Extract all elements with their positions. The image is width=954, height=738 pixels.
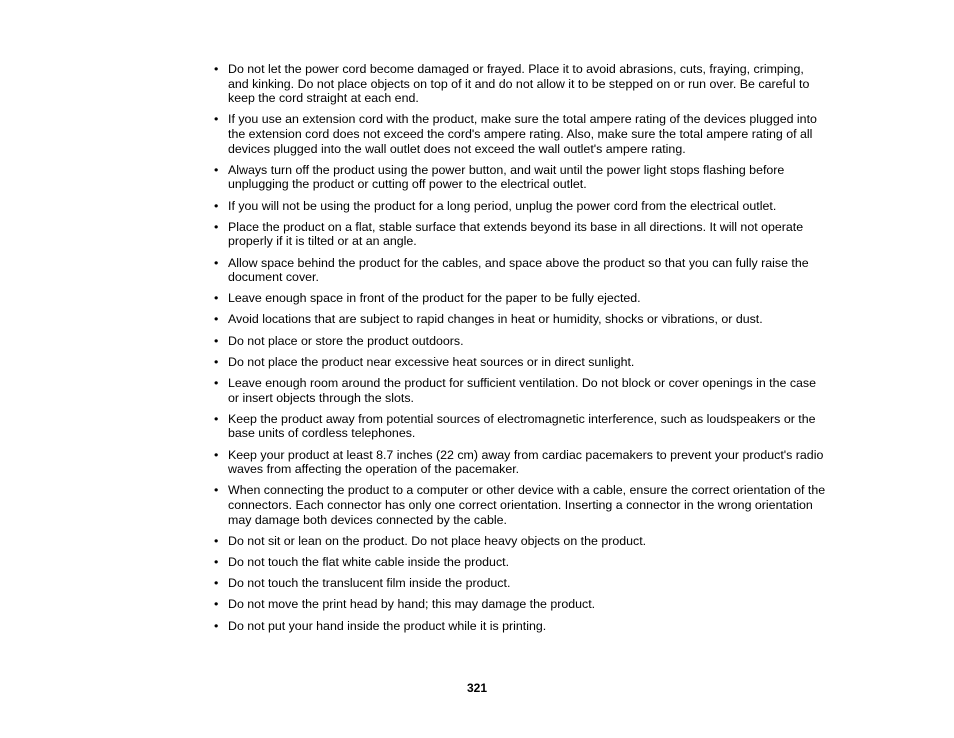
list-item bbox=[214, 412, 826, 441]
list-item-text: Keep the product away from potential sources of electromagnetic interference, such as loudspeakers or the base units of cordless telephones. bbox=[228, 411, 816, 441]
bullet-glyph: • bbox=[214, 198, 219, 213]
list-item bbox=[214, 291, 826, 306]
list-item bbox=[214, 220, 826, 249]
bullet-glyph: • bbox=[214, 447, 219, 462]
safety-instructions bbox=[214, 62, 826, 640]
list-item bbox=[214, 312, 826, 327]
list-item bbox=[214, 534, 826, 549]
bullet-glyph: • bbox=[214, 597, 219, 612]
list-item bbox=[214, 576, 826, 591]
list-item-text: Allow space behind the product for the cables, and space above the product so that you can fully raise the document cover. bbox=[228, 255, 809, 285]
bullet-glyph: • bbox=[214, 112, 219, 127]
list-item-text: When connecting the product to a computer or other device with a cable, ensure the correct orientation of the connectors. Each connector has only one correct orientation. Inserting a connector in the wrong orientation may damage both devices connected by the cable. bbox=[228, 483, 826, 527]
list-item-text: Do not place the product near excessive heat sources or in direct sunlight. bbox=[228, 354, 635, 369]
list-item bbox=[214, 62, 826, 106]
list-item bbox=[214, 199, 826, 214]
list-item bbox=[214, 112, 826, 156]
list-item bbox=[214, 448, 826, 477]
bullet-glyph: • bbox=[214, 291, 219, 306]
bullet-glyph: • bbox=[214, 618, 219, 633]
bullet-glyph: • bbox=[214, 354, 219, 369]
bullet-glyph: • bbox=[214, 533, 219, 548]
list-item-text: Keep your product at least 8.7 inches (22 cm) away from cardiac pacemakers to prevent your product's radio waves from affecting the operation of the pacemaker. bbox=[228, 447, 824, 477]
list-item-text: Avoid locations that are subject to rapid changes in heat or humidity, shocks or vibrations, or dust. bbox=[228, 312, 763, 327]
bullet-glyph: • bbox=[214, 312, 219, 327]
list-item-text: Leave enough room around the product for sufficient ventilation. Do not block or cover openings in the case or insert objects through the slots. bbox=[228, 376, 817, 405]
list-item bbox=[214, 334, 826, 349]
list-item bbox=[214, 619, 826, 634]
bullet-glyph: • bbox=[214, 376, 219, 391]
list-item-text: If you use an extension cord with the product, make sure the total ampere rating of the devices plugged into the extension cord does not exceed the cord's ampere rating. Also, make sure the total ampere rating of all devices plugged into the wall outlet does not exceed the wall outlet's ampere rating. bbox=[228, 112, 817, 156]
list-item bbox=[214, 483, 826, 527]
list-item-text: Do not move the print head by hand; this may damage the product. bbox=[228, 597, 596, 612]
bullet-glyph: • bbox=[214, 333, 219, 348]
list-item-text: Place the product on a flat, stable surface that extends beyond its base in all directions. It will not operate properly if it is tilted or at an angle. bbox=[228, 219, 804, 249]
list-item bbox=[214, 555, 826, 570]
bullet-glyph: • bbox=[214, 62, 219, 76]
list-item-text: Do not touch the flat white cable inside the product. bbox=[228, 554, 510, 569]
bullet-glyph: • bbox=[214, 255, 219, 270]
list-item-text: Do not put your hand inside the product while it is printing. bbox=[228, 618, 547, 633]
bullet-glyph: • bbox=[214, 219, 219, 234]
list-item-text: Do not place or store the product outdoors. bbox=[228, 333, 464, 348]
list-item bbox=[214, 256, 826, 285]
bullet-glyph: • bbox=[214, 576, 219, 591]
list-item bbox=[214, 163, 826, 192]
bullet-glyph: • bbox=[214, 411, 219, 426]
list-item-text: Leave enough space in front of the product for the paper to be fully ejected. bbox=[228, 291, 641, 306]
list-item-text: Always turn off the product using the power button, and wait until the power light stops flashing before unplugging the product or cutting off power to the electrical outlet. bbox=[228, 162, 785, 192]
list-item-text: Do not let the power cord become damaged or frayed. Place it to avoid abrasions, cuts, fraying, crimping, and kinking. Do not place objects on top of it and do not allow it to be stepped on or run over. Be careful to keep the cord straight at each end. bbox=[228, 62, 810, 106]
bullet-glyph: • bbox=[214, 162, 219, 177]
list-item bbox=[214, 355, 826, 370]
list-item bbox=[214, 597, 826, 612]
bullet-glyph: • bbox=[214, 483, 219, 498]
list-item bbox=[214, 376, 826, 405]
list-item-text: Do not touch the translucent film inside the product. bbox=[228, 576, 511, 591]
page-number: 321 bbox=[466, 681, 488, 695]
list-item-text: Do not sit or lean on the product. Do not place heavy objects on the product. bbox=[228, 533, 647, 548]
safety-bullet-list bbox=[214, 62, 826, 633]
bullet-glyph: • bbox=[214, 554, 219, 569]
list-item-text: If you will not be using the product for a long period, unplug the power cord from the electrical outlet. bbox=[228, 198, 777, 213]
